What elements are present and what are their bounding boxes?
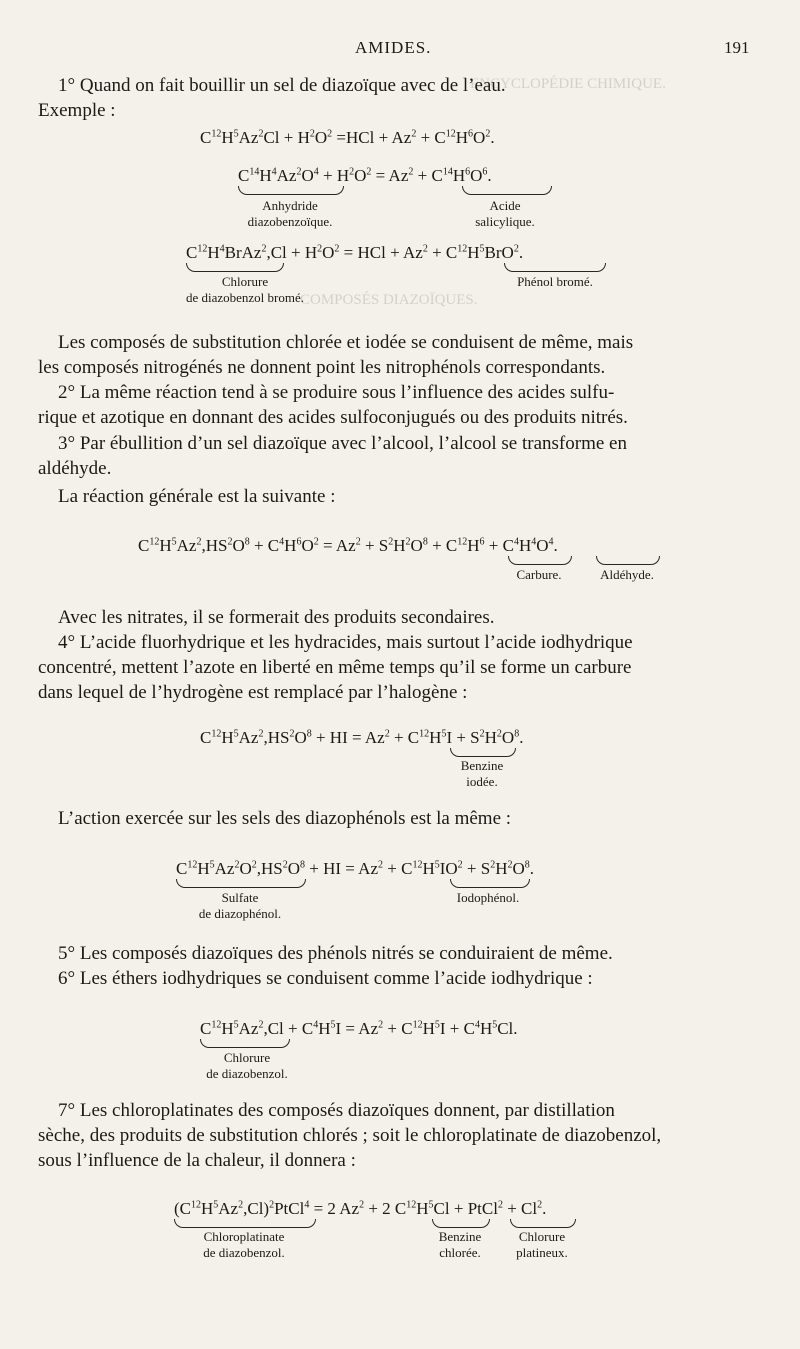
equation: $C^{12}H^5Az^2Cl + H^2O^2 =HCl + Az^2 + C^{12}H^6O^2$. — [200, 128, 495, 147]
underbrace — [432, 1219, 490, 1228]
superscript: 2 — [296, 166, 302, 178]
underbrace — [508, 556, 572, 565]
superscript: 12 — [406, 1199, 417, 1211]
equation: $C^{12}H^4BrAz^2,Cl + H^2O^2$ = HCl + $Az^2 + C^{12}H^5BrO^2$. — [186, 243, 524, 262]
label-chloroplatinate: Chloroplatinate de diazobenzol. — [203, 1229, 285, 1260]
equation: $(C^{12}H^5Az^2,Cl)^2PtCl^4 = 2$ $Az^2 + 2$ $C^{12}H^5Cl$ + PtCl$^2$ + $Cl^2$. — [174, 1199, 547, 1218]
superscript: 2 — [269, 1199, 275, 1211]
show-through-text: ENCYCLOPÉDIE CHIMIQUE. — [470, 76, 666, 92]
superscript: 4 — [474, 1019, 480, 1031]
superscript: 2 — [496, 728, 502, 740]
underbrace — [450, 879, 530, 888]
page-header — [0, 38, 800, 64]
superscript: 14 — [249, 166, 260, 178]
superscript: 2 — [355, 536, 361, 548]
superscript: 4 — [271, 166, 277, 178]
superscript: 8 — [244, 536, 250, 548]
superscript: 2 — [313, 536, 319, 548]
superscript: 4 — [313, 166, 319, 178]
superscript: 2 — [234, 859, 240, 871]
superscript: 5 — [330, 1019, 336, 1031]
superscript: 2 — [289, 728, 295, 740]
underbrace — [596, 556, 660, 565]
underbrace — [462, 186, 552, 195]
paragraph-line: concentré, mettent l’azote en liberté en même temps qu’il se forme un carbure — [38, 657, 632, 678]
superscript: 2 — [378, 1019, 384, 1031]
superscript: 12 — [457, 536, 468, 548]
superscript: 2 — [258, 1019, 264, 1031]
superscript: 2 — [359, 1199, 365, 1211]
superscript: 4 — [531, 536, 537, 548]
superscript: 5 — [233, 128, 239, 140]
superscript: 4 — [219, 243, 225, 255]
superscript: 2 — [388, 536, 394, 548]
superscript: 5 — [492, 1019, 498, 1031]
superscript: 8 — [524, 859, 530, 871]
equation: $C^{14}H^4Az^2O^4 + H^2O^2 = Az^2 + C^{14}H^6O^6$. — [238, 166, 492, 185]
paragraph-line: 6° Les éthers iodhydriques se conduisent comme l’acide iodhydrique : — [58, 968, 593, 989]
underbrace — [450, 748, 516, 757]
paragraph-line: sous l’influence de la chaleur, il donnera : — [38, 1150, 356, 1171]
underbrace — [186, 263, 284, 272]
superscript: 8 — [306, 728, 312, 740]
equation: $C^{12}H^5Az^2,HS^2O^8 + C^4H^6O^2 = Az^2 + S^2H^2O^8 + C^{12}H^6 + C^4H^4O^4$. — [138, 536, 558, 555]
superscript: 2 — [408, 166, 414, 178]
superscript: 12 — [445, 128, 456, 140]
paragraph-line: rique et azotique en donnant des acides sulfoconjugués ou des produits nitrés. — [38, 407, 628, 428]
superscript: 2 — [490, 859, 496, 871]
superscript: 2 — [317, 243, 323, 255]
paragraph-line: 7° Les chloroplatinates des composés diazoïques donnent, par distillation — [58, 1100, 615, 1121]
show-through-text: COMPOSÉS DIAZOÏQUES. — [300, 292, 478, 308]
superscript: 2 — [497, 1199, 503, 1211]
equation: $C^{12}H^5Az^2O^2,HS^2O^8$ + HI = $Az^2 + C^{12}H^5IO^2 + S^2H^2O^8$. — [176, 859, 535, 878]
superscript: 12 — [419, 728, 430, 740]
superscript: 12 — [412, 1019, 423, 1031]
superscript: 4 — [548, 536, 554, 548]
paragraph-line: 4° L’acide fluorhydrique et les hydracides, mais surtout l’acide iodhydrique — [58, 632, 633, 653]
superscript: 2 — [282, 859, 288, 871]
superscript: 2 — [334, 243, 340, 255]
superscript: 6 — [479, 536, 485, 548]
superscript: 4 — [279, 536, 285, 548]
superscript: 5 — [209, 859, 215, 871]
superscript: 6 — [296, 536, 302, 548]
superscript: 2 — [366, 166, 372, 178]
underbrace — [176, 879, 306, 888]
superscript: 2 — [261, 243, 267, 255]
label-benzine-chloree: Benzine chlorée. — [438, 1229, 482, 1260]
superscript: 2 — [309, 128, 315, 140]
underbrace — [174, 1219, 316, 1228]
paragraph-line: les composés nitrogénés ne donnent point les nitrophénols correspondants. — [38, 357, 606, 378]
paragraph-line: L’action exercée sur les sels des diazophénols est la même : — [58, 808, 512, 829]
label-chlorure: Chlorure de diazobenzol bromé. — [185, 274, 305, 305]
label-acide: Acide salicylique. — [475, 198, 535, 229]
equation: $C^{12}H^5Az^2,HS^2O^8$ + HI = $Az^2 + C^{12}H^5I + S^2H^2O^8$. — [200, 728, 524, 747]
superscript: 5 — [171, 536, 177, 548]
superscript: 12 — [211, 728, 222, 740]
superscript: 2 — [251, 859, 257, 871]
superscript: 6 — [465, 166, 471, 178]
underbrace — [510, 1219, 576, 1228]
label-sulfate: Sulfate de diazophénol. — [198, 890, 282, 921]
superscript: 12 — [187, 859, 198, 871]
superscript: 2 — [485, 128, 491, 140]
superscript: 2 — [349, 166, 355, 178]
label-anhydride: Anhydride diazobenzoïque. — [247, 198, 333, 229]
superscript: 2 — [238, 1199, 244, 1211]
superscript: 5 — [434, 1019, 440, 1031]
superscript: 12 — [457, 243, 468, 255]
label-chlorure-diazobenzol: Chlorure de diazobenzol. — [206, 1050, 288, 1081]
superscript: 6 — [482, 166, 488, 178]
superscript: 2 — [411, 128, 417, 140]
running-title: AMIDES. — [355, 38, 432, 57]
superscript: 2 — [479, 728, 485, 740]
label-chlorure-platineux: Chlorure platineux. — [516, 1229, 568, 1260]
superscript: 2 — [196, 536, 202, 548]
paragraph-line: 3° Par ébullition d’un sel diazoïque avec l’alcool, l’alcool se transforme en — [58, 433, 627, 454]
superscript: 2 — [378, 859, 383, 871]
superscript: 5 — [233, 1019, 239, 1031]
superscript: 2 — [258, 728, 264, 740]
paragraph-line: 5° Les composés diazoïques des phénols nitrés se conduiraient de même. — [58, 943, 613, 964]
paragraph-line: dans lequel de l’hydrogène est remplacé par l’halogène : — [38, 682, 468, 703]
underbrace — [200, 1039, 290, 1048]
superscript: 2 — [384, 728, 390, 740]
superscript: 12 — [412, 859, 423, 871]
page-number: 191 — [724, 38, 750, 57]
label-aldehyde: Aldéhyde. — [600, 567, 654, 582]
superscript: 2 — [422, 243, 428, 255]
superscript: 2 — [405, 536, 411, 548]
superscript: 5 — [213, 1199, 219, 1211]
superscript: 2 — [327, 128, 333, 140]
underbrace — [504, 263, 606, 272]
superscript: 14 — [442, 166, 453, 178]
superscript: 8 — [514, 728, 520, 740]
superscript: 12 — [211, 128, 222, 140]
label-phenol: Phénol bromé. — [517, 274, 593, 289]
paragraph-line: La réaction générale est la suivante : — [58, 486, 336, 507]
label-carbure: Carbure. — [516, 567, 562, 582]
paragraph-line: aldéhyde. — [38, 458, 112, 479]
equation: $C^{12}H^5Az^2,Cl + C^4H^5I = Az^2 + C^{12}H^5I + C^4H^5Cl$. — [200, 1019, 518, 1038]
superscript: 2 — [537, 1199, 543, 1211]
superscript: 5 — [441, 728, 447, 740]
superscript: 8 — [422, 536, 428, 548]
superscript: 8 — [300, 859, 305, 871]
paragraph-line: Les composés de substitution chlorée et iodée se conduisent de même, mais — [58, 332, 634, 353]
paragraph-line: 1° Quand on fait bouillir un sel de diazoïque avec de l’eau. — [58, 75, 506, 96]
paragraph-line: Exemple : — [38, 100, 116, 121]
superscript: 2 — [258, 128, 264, 140]
superscript: 4 — [513, 536, 519, 548]
superscript: 12 — [149, 536, 160, 548]
paragraph-line: sèche, des produits de substitution chlorés ; soit le chloroplatinate de diazobenzol, — [38, 1125, 662, 1146]
label-benzine-iodee: Benzine iodée. — [460, 758, 504, 789]
label-iodophenol: Iodophénol. — [456, 890, 520, 905]
paragraph-line: 2° La même réaction tend à se produire sous l’influence des acides sulfu- — [58, 382, 615, 403]
superscript: 2 — [513, 243, 519, 255]
superscript: 5 — [434, 859, 440, 871]
superscript: 12 — [211, 1019, 222, 1031]
superscript: 2 — [457, 859, 463, 871]
superscript: 5 — [233, 728, 239, 740]
superscript: 4 — [304, 1199, 310, 1211]
superscript: 2 — [507, 859, 513, 871]
superscript: 12 — [191, 1199, 201, 1211]
superscript: 5 — [479, 243, 485, 255]
paragraph-line: Avec les nitrates, il se formerait des produits secondaires. — [58, 607, 495, 628]
superscript: 12 — [197, 243, 208, 255]
underbrace — [238, 186, 344, 195]
superscript: 6 — [468, 128, 474, 140]
superscript: 4 — [313, 1019, 319, 1031]
superscript: 5 — [428, 1199, 434, 1211]
superscript: 2 — [227, 536, 233, 548]
